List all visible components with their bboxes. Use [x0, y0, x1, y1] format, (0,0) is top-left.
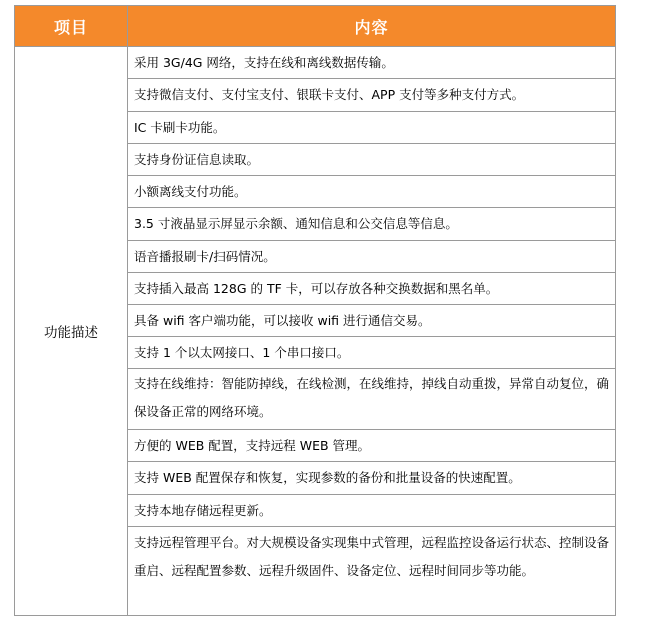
table-cell: 采用 3G/4G 网络，支持在线和离线数据传输。 [128, 47, 616, 79]
table-cell: IC 卡刷卡功能。 [128, 112, 616, 144]
table-cell: 支持远程管理平台。对大规模设备实现集中式管理，远程监控设备运行状态、控制设备重启、远程配置参数、远程升级固件、设备定位、远程时间同步等功能。 [128, 527, 616, 616]
header-item: 项目 [15, 6, 128, 47]
table-cell: 方便的 WEB 配置，支持远程 WEB 管理。 [128, 430, 616, 462]
table-cell: 支持 1 个以太网接口、1 个串口接口。 [128, 337, 616, 369]
table-cell: 支持插入最高 128G 的 TF 卡，可以存放各种交换数据和黑名单。 [128, 273, 616, 305]
feature-spec-table [14, 5, 616, 616]
table-cell: 小额离线支付功能。 [128, 176, 616, 208]
table-row [15, 47, 616, 79]
table-cell: 3.5 寸液晶显示屏显示余额、通知信息和公交信息等信息。 [128, 208, 616, 241]
table-cell: 支持在线维持：智能防掉线，在线检测，在线维持，掉线自动重拨，异常自动复位，确保设备正常的网络环境。 [128, 369, 616, 430]
table-cell: 支持微信支付、支付宝支付、银联卡支付、APP 支付等多种支付方式。 [128, 79, 616, 112]
table-cell: 支持本地存储远程更新。 [128, 495, 616, 527]
table-cell: 支持身份证信息读取。 [128, 144, 616, 176]
section-label: 功能描述 [15, 47, 128, 616]
table-cell: 语音播报刷卡/扫码情况。 [128, 241, 616, 273]
table-cell: 具备 wifi 客户端功能，可以接收 wifi 进行通信交易。 [128, 305, 616, 337]
header-content: 内容 [128, 6, 616, 47]
table-cell: 支持 WEB 配置保存和恢复，实现参数的备份和批量设备的快速配置。 [128, 462, 616, 495]
table-header-row [15, 6, 616, 47]
